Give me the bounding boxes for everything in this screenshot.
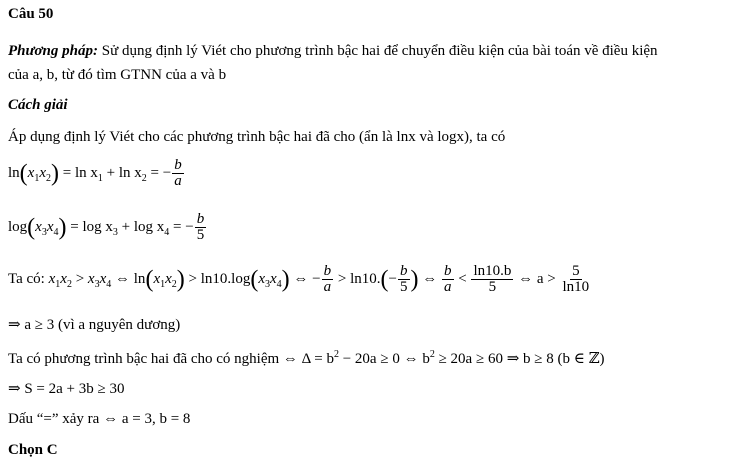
apply-text: Áp dụng định lý Viét cho các phương trình bậc hai đã cho (ẩn là lnx và logx), ta có <box>8 129 506 145</box>
eq2-mid: = log x <box>66 218 113 235</box>
question-title: Câu 50 <box>8 6 54 22</box>
ta-co: Ta có: <box>8 270 49 287</box>
eq1-fraction: $\frac{b}{a}$ <box>174 157 182 189</box>
eq2-fraction: $\frac{b}{5}$ <box>196 211 205 243</box>
eq2-mid2: + log x <box>117 218 165 235</box>
method-label: Phương pháp: <box>8 43 98 59</box>
equation-1: $\ln(x_1x_2) = \ln x_1 + \ln x_2$ = − $\frac{b}{a}$ <box>8 157 182 189</box>
method-line-1 <box>8 42 658 60</box>
eq1-lhs: ln <box>8 164 20 181</box>
eq2-rhs: = − <box>169 218 194 235</box>
eq1-mid: = ln x <box>59 164 98 181</box>
discriminant-line: Ta có phương trình bậc hai đã cho có nghiệm ⇔ $\Delta = b^2 - 20a \ge 0$ ⇔ $b^2 \ge 20a \ge 60$ ⇒ b ≥ 8 (b ∈ ℤ) <box>8 349 605 367</box>
method-text-1: Sử dụng định lý Viét cho phương trình bậc hai để chuyển điều kiện của bài toán về điều kiện <box>97 43 658 59</box>
eq1-rhs: = − <box>146 164 172 181</box>
eq2-lhs: log <box>8 218 28 235</box>
result-1: ⇒ a ≥ 3 (vì a nguyên dương) <box>8 317 181 333</box>
eq1-mid2: + ln x <box>102 164 142 181</box>
answer: Chọn C <box>8 442 58 458</box>
method-line-2: của a, b, từ đó tìm GTNN của a và b <box>8 67 227 83</box>
equality-line: Dấu “=” xảy ra ⇔ a = 3, b = 8 <box>8 411 191 427</box>
solution-label: Cách giải <box>8 97 68 113</box>
result-2: ⇒ S = 2a + 3b ≥ 30 <box>8 381 125 397</box>
equation-2: $\log(x_3x_4) = \log x_3 + \log x_4$ = − $\frac{b}{5}$ <box>8 211 205 243</box>
inequality-line: Ta có: $x_1x_2 > x_3x_4$ ⇔ $\ln(x_1x_2) > \ln 10.\log(x_3x_4)$ ⇔ − $\frac{b}{a}$ > ln10.(− $\frac{b}{5}$ ) ⇔ $\frac{b}{a}$ < $\frac{\ln 10.b}{5}$ ⇔ a > $\frac{5}{\ln 10}$ <box>8 263 590 295</box>
